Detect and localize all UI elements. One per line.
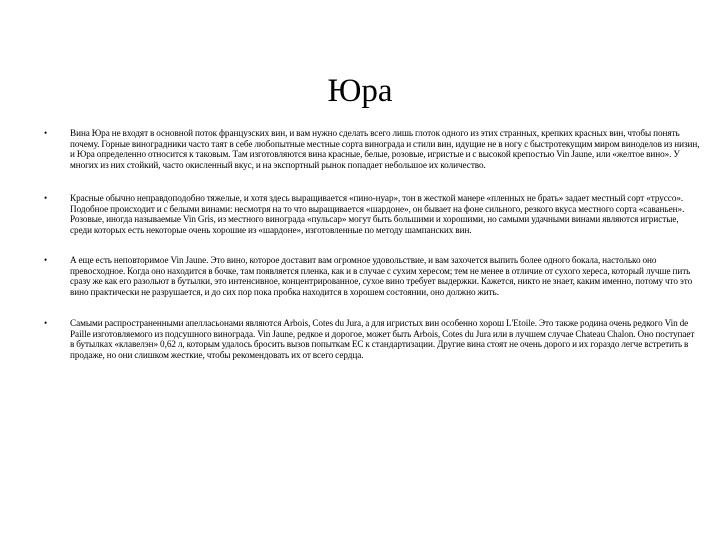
list-item-text: Красные обычно неправдоподобно тяжелые, и хотя здесь выращивается «пино-нуар», тон в жесткой манере «пленных не брать» задает местный сорт «труссо». Подобное происходит и с белыми винами: несмотря на то что выращивается «шардоне», он бывает на фоне сильного, резкого вкуса местного сорта «саваньен». Розовые, иногда называемые Vin Gris, из местного винограда «пульсар» могут быть большими и хорошими, но самыми удачными винами являются игристые, среди которых есть некоторые очень хорошие из «шардоне», изготовленные по методу шампанских вин. bbox=[70, 193, 685, 236]
list-item-text: Вина Юра не входят в основной поток французских вин, и вам нужно сделать всего лишь глоток одного из этих странных, крепких красных вин, чтобы понять почему. Горные виноградники часто таят в себе любопытные местные сорта винограда и стили вин, идущие не в ногу с быстротекущим миром виноделов из низин, и Юра определенно относится к таковым. Там изготовляются вина красные, белые, розовые, игристые и с высокой крепостью Vin Jaune, или «желтое вино». У многих из них стойкий, часто окисленный вкус, и на экспортный рынок попадает небольшое их количество. bbox=[70, 128, 700, 171]
bullet-icon: • bbox=[44, 128, 48, 138]
bullet-icon: • bbox=[44, 318, 48, 328]
bullet-icon: • bbox=[44, 193, 48, 203]
slide-title: Юра bbox=[327, 73, 393, 110]
bullet-icon: • bbox=[44, 255, 48, 265]
list-item-text: А еще есть неповторимое Vin Jaune. Это вино, которое доставит вам огромное удовольствие, и вам захочется выпить более одного бокала, настолько оно превосходное. Когда оно находится в бочке, там появляется пленка, как и в случае с сухим хересом; тем не менее в отличие от сухого хереса, который лучше пить сразу же как его разольют в бутылки, это интенсивное, концентрированное, сухое вино требует выдержки. Кажется, никто не знает, каким именно, потому что это вино практически не разрушается, и до сих пор пока пробка находится в хорошем состоянии, оно должно жить. bbox=[70, 255, 693, 298]
list-item-text: Самыми распространенными апелласьонами являются Arbois, Cotes du Jura, а для игристых вин особенно хорош L'Etoile. Это также родина очень редкого Vin de Paille изготовляемого из подсушного винограда. Vin Jaune, редкое и дорогое, может быть Arbois, Cotes du Jura или в лучшем случае Chateau Chalon. Оно поступает в бутылках «клавелэн» 0,62 л, которым удалось бросить вызов попыткам ЕС к стандартизации. Другие вина стоят не очень дорого и их гораздо легче встретить в продаже, но они слишком жесткие, чтобы рекомендовать их от всего сердца. bbox=[70, 318, 695, 361]
